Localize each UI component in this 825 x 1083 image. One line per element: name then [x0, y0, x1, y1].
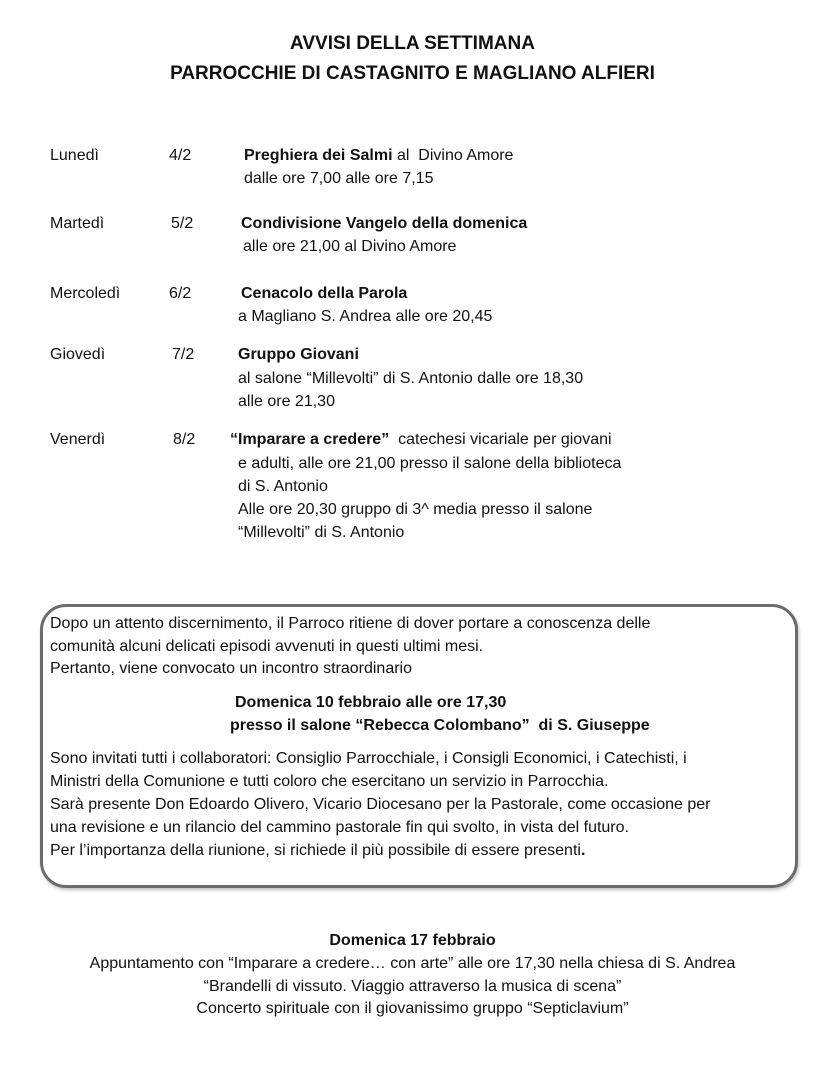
event-detail: di S. Antonio — [238, 478, 328, 495]
event-detail: alle ore 21,00 al Divino Amore — [243, 238, 457, 255]
notice-intro-line: Pertanto, viene convocato un incontro straordinario — [50, 660, 412, 677]
event-description: catechesi vicariale per giovani — [389, 431, 612, 448]
notice-body-line: Sarà presente Don Edoardo Olivero, Vicario Diocesano per la Pastorale, come occasione per — [50, 796, 711, 813]
event-line — [241, 212, 527, 235]
day-label: Venerdì — [50, 431, 106, 448]
event-detail: al salone “Millevolti” di S. Antonio dalle ore 18,30 — [238, 370, 584, 387]
day-label: Martedì — [50, 215, 105, 232]
event-detail: Alle ore 20,30 gruppo di 3^ media presso il salone — [238, 501, 593, 518]
event-title: Condivisione Vangelo della domenica — [241, 215, 528, 232]
page-title: AVVISI DELLA SETTIMANA — [290, 33, 535, 54]
notice-closing — [50, 839, 585, 862]
event-title: “Imparare a credere” — [230, 431, 390, 448]
meeting-place: presso il salone “Rebecca Colombano” di S. Giuseppe — [230, 717, 650, 734]
event-detail: “Millevolti” di S. Antonio — [238, 524, 405, 541]
event-title: Gruppo Giovani — [238, 346, 359, 363]
event-line — [238, 343, 359, 366]
event-line — [244, 144, 513, 167]
date-label: 5/2 — [171, 215, 194, 232]
event-detail: a Magliano S. Andrea alle ore 20,45 — [238, 308, 493, 325]
day-label: Giovedì — [50, 346, 106, 363]
page-subtitle: PARROCCHIE DI CASTAGNITO E MAGLIANO ALFIERI — [170, 63, 655, 84]
footer-line: Appuntamento con “Imparare a credere… con arte” alle ore 17,30 nella chiesa di S. Andrea — [89, 955, 736, 972]
notice-body-line: una revisione e un rilancio del cammino pastorale fin qui svolto, in vista del futuro. — [50, 819, 629, 836]
event-detail: dalle ore 7,00 alle ore 7,15 — [244, 170, 434, 187]
event-location: al Divino Amore — [392, 147, 514, 164]
day-label: Lunedì — [50, 147, 99, 164]
footer-line: Concerto spirituale con il giovanissimo gruppo “Septiclavium” — [196, 1000, 629, 1017]
footer-date: Domenica 17 febbraio — [329, 932, 496, 949]
date-label: 4/2 — [169, 147, 192, 164]
event-title: Cenacolo della Parola — [241, 285, 408, 302]
date-label: 6/2 — [169, 285, 192, 302]
notice-closing-period: . — [580, 842, 586, 859]
footer-line: “Brandelli di vissuto. Viaggio attraverso la musica di scena” — [203, 978, 622, 995]
notice-intro-line: comunità alcuni delicati episodi avvenuti in questi ultimi mesi. — [50, 638, 484, 655]
notice-body-line: Sono invitati tutti i collaboratori: Consiglio Parrocchiale, i Consigli Economici, i Catechisti, i — [50, 750, 687, 767]
notice-intro-line: Dopo un attento discernimento, il Parroco ritiene di dover portare a conoscenza delle — [50, 615, 651, 632]
notice-body-line: Ministri della Comunione e tutti coloro che esercitano un servizio in Parrocchia. — [50, 773, 609, 790]
event-line — [241, 282, 407, 305]
notice-closing-text: Per l’importanza della riunione, si richiede il più possibile di essere presenti — [50, 842, 581, 859]
date-label: 8/2 — [173, 431, 196, 448]
event-line — [230, 428, 612, 451]
event-title: Preghiera dei Salmi — [244, 147, 393, 164]
event-detail: e adulti, alle ore 21,00 presso il salone della biblioteca — [238, 455, 622, 472]
event-detail: alle ore 21,30 — [238, 393, 335, 410]
date-label: 7/2 — [172, 346, 195, 363]
meeting-date: Domenica 10 febbraio alle ore 17,30 — [235, 694, 507, 711]
day-label: Mercoledì — [50, 285, 121, 302]
